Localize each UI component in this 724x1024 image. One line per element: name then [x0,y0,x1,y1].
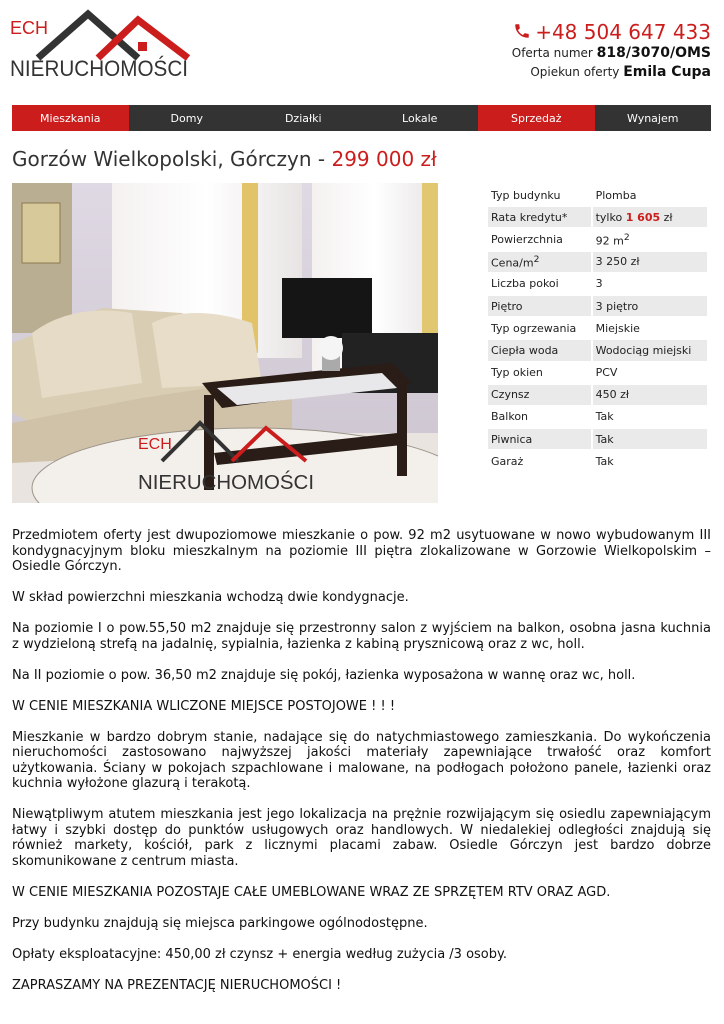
table-row [488,252,707,272]
listing-price: 299 000 zł [331,147,437,171]
price-per-m-sup: 2 [533,253,540,265]
description-paragraph: W skład powierzchni mieszkania wchodzą dwie kondygnacje. [12,590,409,605]
living-room-photo [12,183,438,503]
spec-value: 3 piętro [593,296,707,316]
nav-item-lokale[interactable]: Lokale [402,111,438,125]
spec-value: 3 [595,277,603,291]
logo-brand-text: NIERUCHOMOŚCI [10,56,188,81]
spec-value [593,207,707,227]
spec-label: Piwnica [488,429,591,449]
price-per-m-label: Cena/m [491,256,534,270]
description-paragraph: W CENIE MIESZKANIA POZOSTAJE CAŁE UMEBLOWANE WRAZ ZE SPRZĘTEM RTV ORAZ AGD. [12,884,611,900]
description-paragraph: Niewątpliwym atutem mieszkania jest jego lokalizacja na prężnie rozwijającym się osiedlu zapewniającym łatwy i szybki dostęp do punktów usługowych oraz handlowych. W niedalekiej odległości znajdują się również markety, kościół, park z licznymi placami zabaw. Osiedle Górczyn jest bardzo dobrze skomunikowane z centrum miasta. [12,807,711,869]
table-row [488,451,707,471]
spec-value: Tak [595,410,614,424]
spec-label: Ciepła woda [488,340,591,360]
spec-label: Rata kredytu* [488,207,591,227]
specs-table [486,183,709,473]
table-row [488,363,707,383]
spec-value: Tak [593,429,707,449]
description-paragraph: Na poziomie I o pow.55,50 m2 znajduje się przestronny salon z wyjściem na balkon, osobna jasna kuchnia z wydzieloną strefą na jadalnię, sypialnia, łazienka z kabiną prysznicową oraz z wc, holl. [12,621,711,652]
table-row [488,274,707,294]
spec-label: Powierzchnia [491,232,563,246]
area-value: 92 m [595,234,624,248]
watermark-brand-text: NIERUCHOMOŚCI [138,472,311,494]
listing-title [12,145,437,173]
table-row [488,296,707,316]
table-row [488,407,707,427]
table-row [488,229,707,249]
phone-number[interactable]: +48 504 647 433 [535,20,711,44]
main-nav [12,105,711,131]
description-paragraph: W CENIE MIESZKANIA WLICZONE MIEJSCE POSTOJOWE ! ! ! [12,698,396,714]
description-paragraph: Opłaty eksploatacyjne: 450,00 zł czynsz + energia według zużycia /3 osoby. [12,946,507,962]
listing-description [12,528,711,1009]
spec-label: Typ okien [491,366,543,380]
spec-label: Piętro [488,296,591,316]
spec-label: Typ budynku [491,188,561,202]
credit-rate-amount: 1 605 [625,210,661,224]
agent-name: Emila Cupa [623,64,711,80]
spec-value-suffix: zł [663,210,673,224]
spec-label: Garaż [491,454,524,468]
phone-icon [513,22,531,40]
nav-item-sprzedaz[interactable]: Sprzedaż [478,105,595,131]
spec-label: Balkon [491,410,529,424]
logo-ech-text: ECH [10,18,49,38]
phone-line[interactable] [512,20,711,44]
contact-block [512,20,711,82]
listing-photo[interactable] [12,183,438,503]
nav-item-domy[interactable]: Domy [170,111,203,125]
description-paragraph: ZAPRASZAMY NA PREZENTACJĘ NIERUCHOMOŚCI ! [12,977,342,993]
spec-label: Czynsz [488,385,591,405]
table-row [488,429,707,449]
agent-line [512,63,711,82]
spec-label: Typ ogrzewania [491,321,577,335]
agent-label: Opiekun oferty [530,65,620,79]
area-unit-sup: 2 [623,231,630,243]
description-paragraph: Przy budynku znajdują się miejsca parkingowe ogólnodostępne. [12,915,428,931]
nav-item-wynajem[interactable]: Wynajem [627,111,679,125]
table-row [488,185,707,205]
offer-label: Oferta numer [511,46,593,60]
nav-item-mieszkania[interactable]: Mieszkania [12,105,129,131]
spec-label [488,252,591,272]
table-row [488,207,707,227]
spec-value: Miejskie [595,321,640,335]
listing-location: Gorzów Wielkopolski, Górczyn - [12,147,332,171]
description-paragraph: Mieszkanie w bardzo dobrym stanie, nadające się do natychmiastowego zamieszkania. Do wykończenia nieruchomości zastosowano najwyższej jakości materiały zapewniające trwałość oraz komfort użytkowania. Ściany w pokojach szpachlowane i malowane, na podłogach położono panele, łazienki oraz kuchnia wyłożone glazurą i terakotą. [12,729,711,791]
spec-value: 3 250 zł [593,252,707,272]
description-paragraph: Na II poziomie o pow. 36,50 m2 znajduje się pokój, łazienka wyposażona w wannę oraz wc, holl. [12,667,636,683]
spec-value-prefix: tylko [595,210,623,224]
spec-value: Plomba [595,188,637,202]
spec-label: Liczba pokoi [491,277,559,291]
logo-house-icon [10,8,190,86]
spec-value [593,229,707,249]
description-paragraph: Przedmiotem oferty jest dwupoziomowe mieszkanie o pow. 92 m2 usytuowane w nowo wybudowanym III kondygnacyjnym bloku mieszkalnym na poziomie III piętra zlokalizowane w Gorzowie Wielkopolskim – Osiedle Górczyn. [12,528,711,574]
spec-value: 450 zł [593,385,707,405]
table-row [488,385,707,405]
spec-value: Tak [595,454,614,468]
brand-logo[interactable] [10,8,190,86]
offer-number: 818/3070/OMS [596,45,711,61]
nav-item-dzialki[interactable]: Działki [284,111,322,125]
watermark-ech-text: ECH [138,436,172,453]
spec-value: PCV [595,366,618,380]
offer-number-line [512,44,711,63]
table-row [488,340,707,360]
table-row [488,318,707,338]
spec-value: Wodociąg miejski [593,340,707,360]
